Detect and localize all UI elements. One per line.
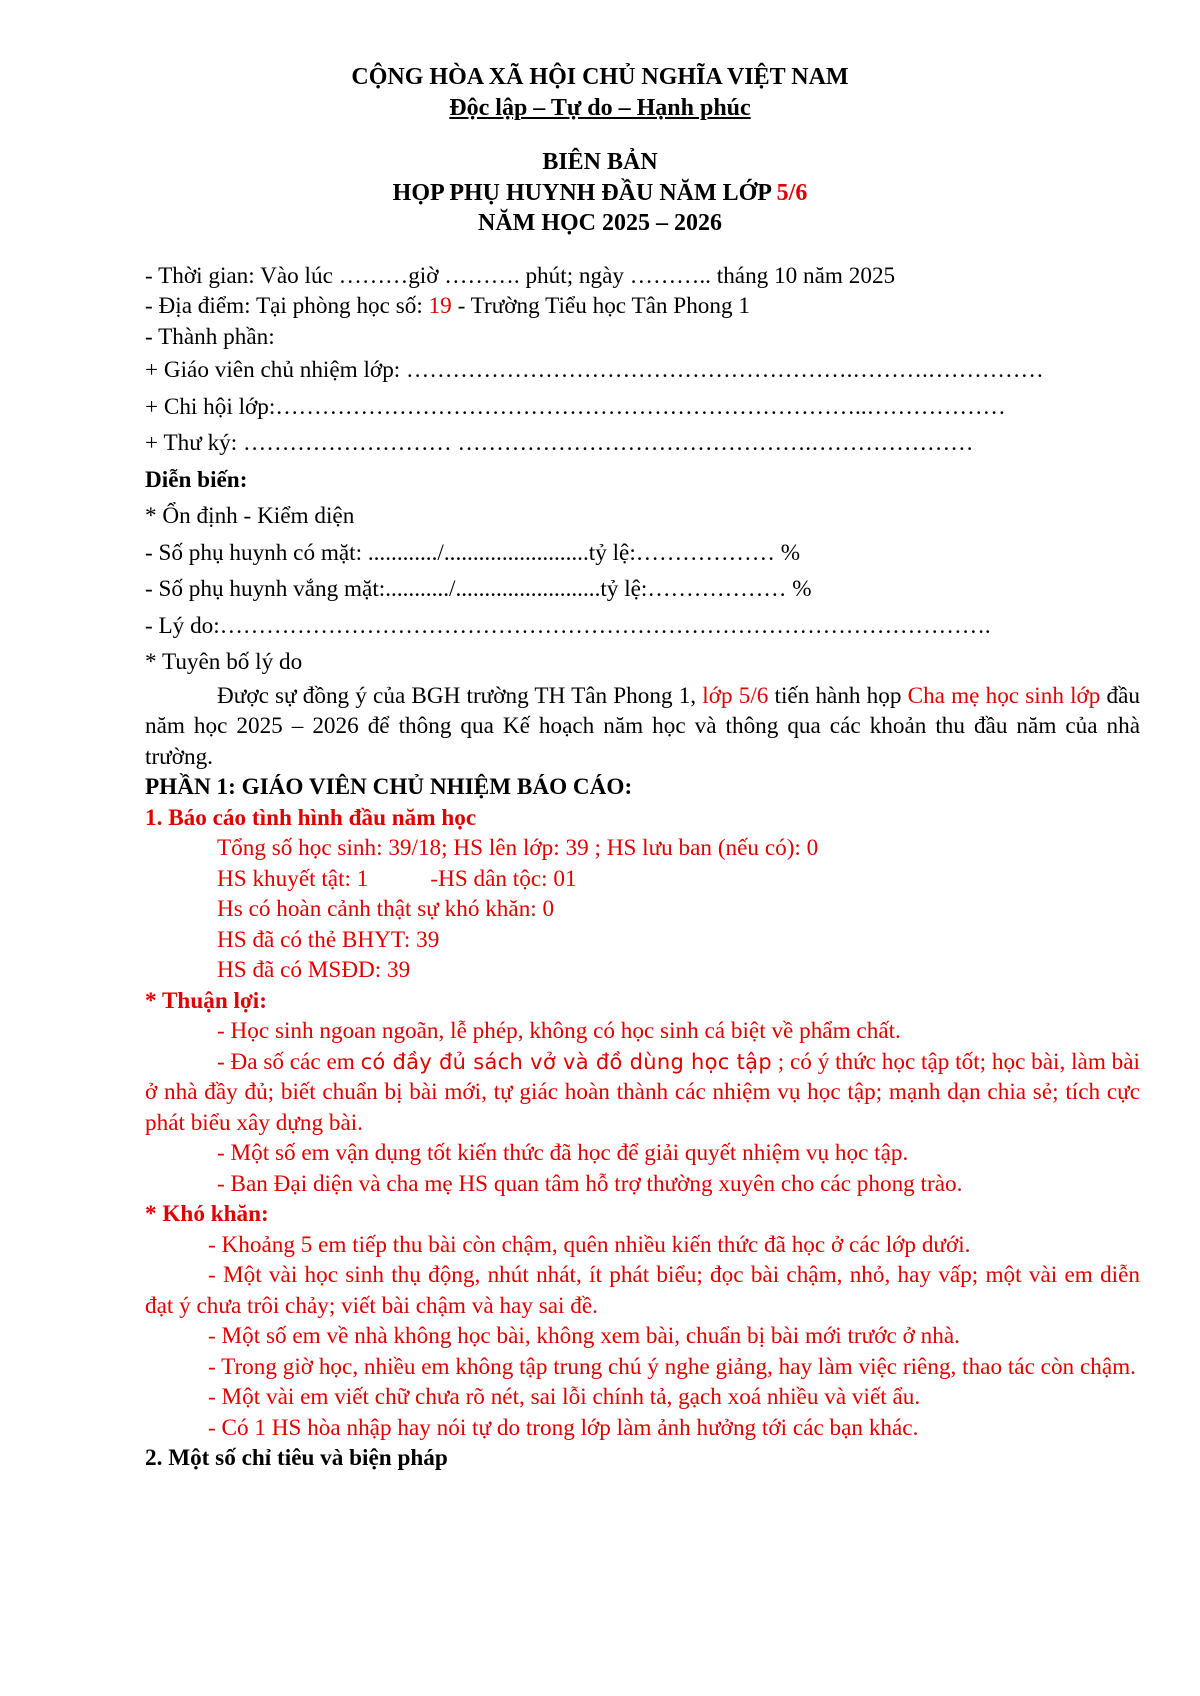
stat-total: Tổng số học sinh: 39/18; HS lên lớp: 39 ; HS lưu ban (nếu có): 0 [217,835,819,861]
branch-line: + Chi hội lớp:…………………………………………………………………..……………… [145,393,1006,420]
stat-hardship: Hs có hoàn cảnh thật sự khó khăn: 0 [217,896,555,922]
stat-disabled-ethnic [145,864,1140,895]
stat-ethnic: -HS dân tộc: 01 [430,865,577,892]
class-name: 5/6 [776,179,808,206]
advantages-heading: * Thuận lợi: [145,987,267,1014]
proceedings-heading: Diễn biến: [145,466,248,493]
doc-title: BIÊN BẢN [542,149,658,175]
absent-line: - Số phụ huynh vắng mặt:.........../.........................tỷ lệ:……………… % [145,576,812,602]
part1-heading: PHẦN 1: GIÁO VIÊN CHỦ NHIỆM BÁO CÁO: [145,774,633,800]
advantage-1: - Học sinh ngoan ngoãn, lễ phép, không có học sinh cá biệt về phẩm chất. [217,1018,901,1044]
present-line: - Số phụ huynh có mặt: ............/.........................tỷ lệ:……………… % [145,539,801,566]
difficulty-6: - Có 1 HS hòa nhập hay nói tự do trong lớp làm ảnh hưởng tới các bạn khác. [208,1414,919,1441]
reason-line: - Lý do:………………………………………………………………………………………. [145,612,991,639]
intro-text-3: đầu năm học 2025 – 2026 để thông qua Kế hoạch năm học và thông qua các khoản thu đầu năm của nhà trường. [145,682,1141,770]
stat-disabled: HS khuyết tật: 1 [217,865,369,892]
meeting-time: - Thời gian: Vào lúc ………giờ ………. phút; ngày ……….. tháng 10 năm 2025 [145,262,896,289]
intro-parents: Cha mẹ học sinh lớp [907,682,1101,709]
advantage-2 [145,1047,1140,1139]
declare-line: * Tuyên bố lý do [145,649,303,675]
intro-text-1: Được sự đồng ý của BGH trường TH Tân Phong 1, [217,682,703,709]
stat-insurance: HS đã có thẻ BHYT: 39 [217,926,440,953]
doc-subtitle [145,178,1055,209]
section1-heading: 1. Báo cáo tình hình đầu năm học [145,804,477,831]
advantage-4: - Ban Đại diện và cha mẹ HS quan tâm hỗ trợ thường xuyên cho các phong trào. [217,1170,963,1197]
difficulty-5: - Một vài em viết chữ chưa rõ nét, sai lỗi chính tả, gạch xoá nhiều và viết ẩu. [208,1384,921,1410]
intro-paragraph [145,681,1140,773]
difficulty-1: - Khoảng 5 em tiếp thu bài còn chậm, quên nhiều kiến thức đã học ở các lớp dưới. [208,1231,971,1258]
national-motto: Độc lập – Tự do – Hạnh phúc [449,94,751,121]
difficulties-heading: * Khó khăn: [145,1201,269,1227]
subtitle-text: HỌP PHỤ HUYNH ĐẦU NĂM LỚP [392,179,777,206]
difficulty-3: - Một số em về nhà không học bài, không xem bài, chuẩn bị bài mới trước ở nhà. [208,1323,960,1349]
place-suffix: - Trường Tiểu học Tân Phong 1 [451,293,750,319]
secretary-line: + Thư ký: ……………………… ……………………………………….………………… [145,430,974,456]
section2-heading: 2. Một số chỉ tiêu và biện pháp [145,1445,448,1471]
adv2-text-a: - Đa số các em [217,1048,361,1075]
intro-text-2: tiến hành họp [768,682,908,709]
place-prefix: - Địa điểm: Tại phòng học số: [145,293,429,319]
room-number: 19 [428,293,452,319]
stabilize-line: * Ổn định - Kiểm diện [145,503,355,529]
adv2-text-c: ; có ý thức học tập tốt; học bài, làm bài ở nhà đầy đủ; biết chuẩn bị bài mới, tự giác hoàn thành các nhiệm vụ học tập; mạnh dạn chia sẻ; tích cực phát biểu xây dựng bài. [145,1048,1140,1136]
teacher-line: + Giáo viên chủ nhiệm lớp: ………………………………………………….……….…………… [145,357,1044,383]
adv2-text-b: có đầy đủ sách vở và đồ dùng học tập [360,1049,772,1074]
meeting-place [145,291,1140,322]
difficulty-2: - Một vài học sinh thụ động, nhút nhát, ít phát biểu; đọc bài chậm, nhỏ, hay vấp; một vài em diễn đạt ý chưa trôi chảy; viết bài chậm và hay sai đề. [145,1262,1140,1319]
members-label: - Thành phần: [145,323,275,350]
school-year: NĂM HỌC 2025 – 2026 [478,210,722,236]
advantage-3: - Một số em vận dụng tốt kiến thức đã học để giải quyết nhiệm vụ học tập. [217,1140,909,1166]
stat-id: HS đã có MSĐD: 39 [217,957,411,983]
country-name: CỘNG HÒA XÃ HỘI CHỦ NGHĨA VIỆT NAM [351,64,849,90]
difficulty-4: - Trong giờ học, nhiều em không tập trung chú ý nghe giảng, hay làm việc riêng, thao tác còn chậm. [208,1353,1136,1380]
intro-class: lớp 5/6 [702,682,769,709]
